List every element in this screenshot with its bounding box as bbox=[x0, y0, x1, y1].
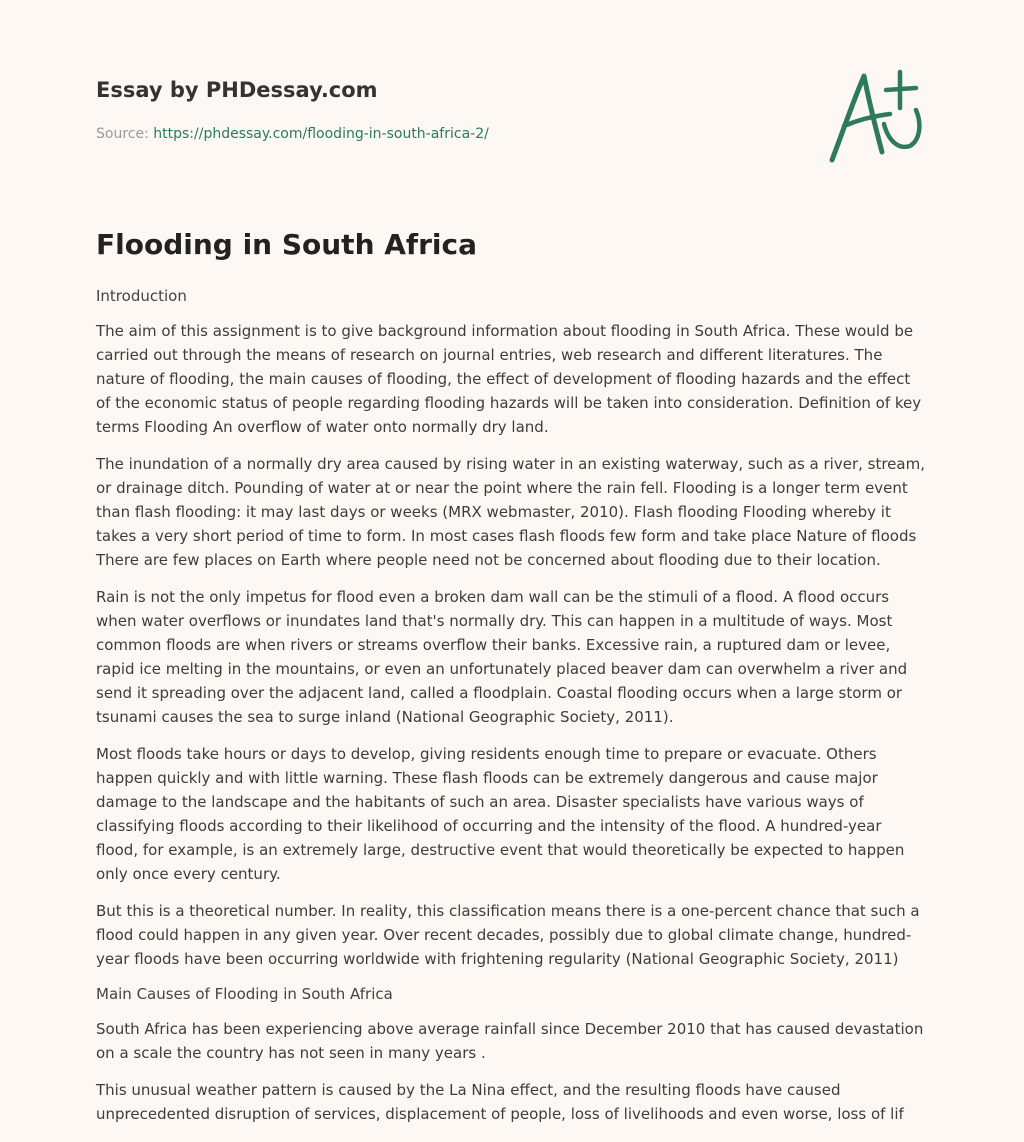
essay-content bbox=[96, 226, 928, 1139]
essay-title: Flooding in South Africa bbox=[96, 228, 477, 261]
a-plus-logo-icon bbox=[824, 68, 928, 164]
essay-paragraph: The aim of this assignment is to give background information about flooding in South Africa. These would be carried out through the means of research on journal entries, web research and different literatures. The nature of flooding, the main causes of flooding, the effect of development of flooding hazards and the effect of the economic status of people regarding flooding hazards will be taken into consideration. Definition of key terms Flooding An overflow of water onto normally dry land. bbox=[96, 322, 922, 436]
source-label: Source: bbox=[96, 126, 149, 142]
source-line bbox=[96, 124, 489, 144]
section-heading: Introduction bbox=[96, 287, 187, 305]
essay-body bbox=[96, 286, 928, 1126]
essay-paragraph: South Africa has been experiencing above average rainfall since December 2010 that has caused devastation on a scale the country has not seen in many years . bbox=[96, 1020, 924, 1062]
site-brand: Essay by PHDessay.com bbox=[96, 78, 378, 102]
essay-paragraph: Rain is not the only impetus for flood even a broken dam wall can be the stimuli of a flood. A flood occurs when water overflows or inundates land that's normally dry. This can happen in a multitude of ways. Most common floods are when rivers or streams overflow their banks. Excessive rain, a ruptured dam or levee, rapid ice melting in the mountains, or even an unfortunately placed beaver dam can overwhelm a river and send it spreading over the adjacent land, called a floodplain. Coastal flooding occurs when a large storm or tsunami causes the sea to surge inland (National Geographic Society, 2011). bbox=[96, 588, 908, 726]
essay-paragraph: This unusual weather pattern is caused by the La Nina effect, and the resulting floods have caused unprecedented disruption of services, displacement of people, loss of livelihoods and even worse, loss of lif bbox=[96, 1081, 904, 1123]
essay-paragraph: The inundation of a normally dry area caused by rising water in an existing waterway, such as a river, stream, or drainage ditch. Pounding of water at or near the point where the rain fell. Flooding is a longer term event than flash flooding: it may last days or weeks (MRX webmaster, 2010). Flash flooding Flooding whereby it takes a very short period of time to form. In most cases flash floods few form and take place Nature of floods There are few places on Earth where people need not be concerned about flooding due to their location. bbox=[96, 455, 925, 569]
essay-header bbox=[96, 76, 928, 186]
essay-paragraph: But this is a theoretical number. In reality, this classification means there is a one-percent chance that such a flood could happen in any given year. Over recent decades, possibly due to global climate change, hundred-year floods have been occurring worldwide with frightening regularity (National Geographic Society, 2011) bbox=[96, 902, 920, 968]
source-link[interactable]: https://phdessay.com/flooding-in-south-africa-2/ bbox=[153, 126, 489, 142]
section-heading: Main Causes of Flooding in South Africa bbox=[96, 985, 393, 1003]
essay-paragraph: Most floods take hours or days to develop, giving residents enough time to prepare or evacuate. Others happen quickly and with little warning. These flash floods can be extremely dangerous and cause major damage to the landscape and the habitants of such an area. Disaster specialists have various ways of classifying floods according to their likelihood of occurring and the intensity of the flood. A hundred-year flood, for example, is an extremely large, destructive event that would theoretically be expected to happen only once every century. bbox=[96, 745, 905, 883]
